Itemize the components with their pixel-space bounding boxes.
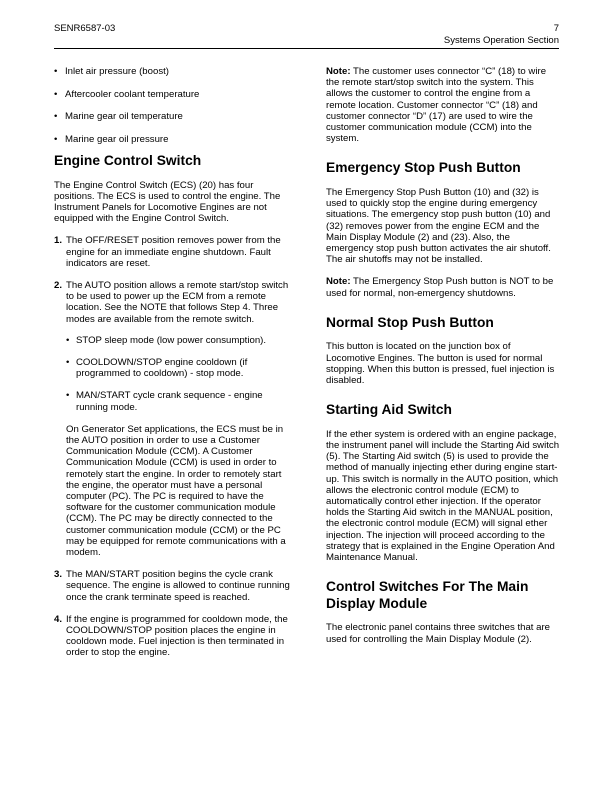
step-1 [54, 235, 294, 269]
emergency-stop-paragraph: The Emergency Stop Push Button (10) and (32) is used to quickly stop the engine during emergency situations. The emergency stop push button (10) and (32) removes power from the engine ECM and the Main Display Module (2) and (23). Also, the emergency stop push button activates the air shutoff. The air shutoffs may not be installed. [326, 187, 551, 266]
starting-aid-paragraph: If the ether system is ordered with an engine package, the instrument panel will include the Starting Aid switch (5). The Starting Aid switch (5) is used to provide the method of manually injecting ether during engine start-up. This switch is normally in the AUTO position, which allows the electronic control module (ECM) to automatically control ether injection. If the operator holds the Starting Aid switch in the MANUAL position, the electronic control module (ECM) will signal ether injection. The injection will proceed according to the strategy that is explained in the Engine Operation And Maintenance Manual. [326, 428, 560, 564]
step-2 [54, 280, 294, 325]
control-switches-paragraph: The electronic panel contains three switches that are used for controlling the Main Display Module (2). [326, 622, 550, 645]
step-2-text: The AUTO position allows a remote start/stop switch to be used to power up the ECM from a remote location. See the NOTE that follows Step 4. Three modes are available from the remote switch. [66, 280, 289, 325]
page-number: 7 [553, 23, 559, 34]
step-2-number: 2. [54, 280, 63, 291]
list-item: • Marine gear oil temperature [54, 111, 294, 122]
control-switches-heading: Control Switches For The Main Display Module [326, 579, 529, 611]
right-column [326, 66, 560, 645]
note-emergency-text: The Emergency Stop Push button is NOT to be used for normal, non-emergency shutdowns. [326, 276, 554, 299]
note-connector-text: The customer uses connector “C” (18) to wire the remote start/stop switch into the system. This allows the customer to control the engine from a remote location. Customer connector “C” (18) and customer connector “D” (17) are used to wire the customer communication module (CCM) into the system. [326, 66, 547, 145]
starting-aid-heading: Starting Aid Switch [326, 402, 452, 418]
list-item: • Inlet air pressure (boost) [54, 66, 294, 77]
step-4-number: 4. [54, 613, 63, 625]
section-title: Systems Operation Section [443, 35, 559, 46]
normal-stop-heading: Normal Stop Push Button [326, 314, 494, 330]
note-connector [326, 66, 560, 144]
note-label: Note: [326, 66, 351, 77]
step-4 [54, 614, 294, 659]
emergency-stop-heading: Emergency Stop Push Button [326, 160, 521, 176]
normal-stop-paragraph: This button is located on the junction box of Locomotive Engines. The button is used for normal stopping. When this button is pressed, fuel injection is disabled. [326, 341, 555, 387]
genset-paragraph: On Generator Set applications, the ECS must be in the AUTO position in order to use a Customer Communication Module (CCM). A Customer Communication Module (CCM) is used in order to remotely start the engine. In order to remotely start the engine, the operator must have a personal computer (PC). The PC is required to have the software for the customer communication module (CCM). The PC may be directly connected to the customer communication module (CCM) or the PC may be equipped for remote communications with a modem. [66, 423, 286, 559]
step-3-text: The MAN/START position begins the cycle crank sequence. The engine is allowed to continue running once the crank terminate speed is reached. [66, 569, 290, 603]
mode-item: • MAN/START cycle crank sequence - engine running mode. [66, 390, 294, 412]
list-item: • Marine gear oil pressure [54, 134, 294, 145]
mode-item: • COOLDOWN/STOP engine cooldown (if programmed to cooldown) - stop mode. [66, 357, 294, 379]
mode-item: • STOP sleep mode (low power consumption). [66, 335, 294, 346]
doc-id: SENR6587-03 [54, 23, 116, 34]
note-label: Note: [326, 276, 351, 288]
left-column [54, 66, 294, 659]
list-item: • Aftercooler coolant temperature [54, 89, 294, 100]
header-rule [54, 48, 559, 49]
step-4-text: If the engine is programmed for cooldown mode, the COOLDOWN/STOP position places the engine in cooldown mode. Fuel injection is then terminated in order to stop the engine. [66, 613, 288, 659]
ecs-heading: Engine Control Switch [54, 152, 202, 168]
step-3 [54, 569, 294, 603]
ecs-intro: The Engine Control Switch (ECS) (20) has four positions. The ECS is used to control the engine. The Instrument Panels for Locomotive Engines are not equipped with the Engine Control Switch. [54, 179, 281, 225]
page-header-right [444, 23, 559, 47]
note-emergency [326, 276, 560, 298]
step-1-number: 1. [54, 235, 63, 247]
step-1-text: The OFF/RESET position removes power from the engine for an immediate engine shutdown. Fault indicators are reset. [66, 235, 281, 269]
step-3-number: 3. [54, 569, 63, 581]
